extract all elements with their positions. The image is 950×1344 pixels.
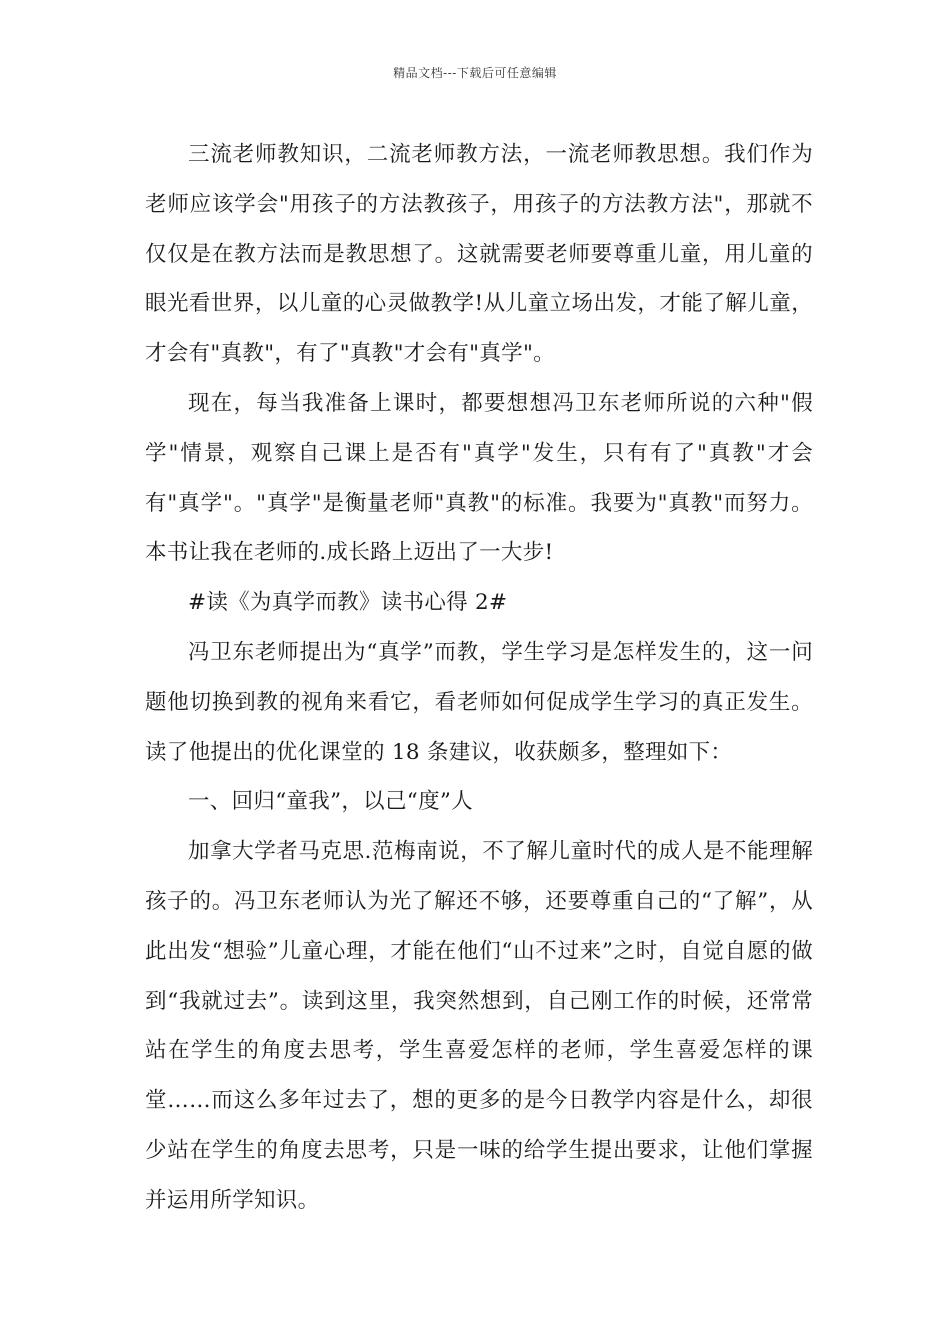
document-body — [145, 130, 813, 1226]
paragraph-class-preparation: 现在，每当我准备上课时，都要想想冯卫东老师所说的六种"假学"情景，观察自己课上是否有"真学"发生，只有有了"真教"才会有"真学"。"真学"是衡量老师"真教"的标准。我要为"真教"而努力。本书让我在老师的.成长路上迈出了一大步! — [145, 390, 813, 566]
paragraph-teaching-levels: 三流老师教知识，二流老师教方法，一流老师教思想。我们作为老师应该学会"用孩子的方法教孩子，用孩子的方法教方法"，那就不仅仅是在教方法而是教思想了。这就需要老师要尊重儿童，用儿童的眼光看世界，以儿童的心灵做教学!从儿童立场出发，才能了解儿童，才会有"真教"，有了"真教"才会有"真学"。 — [145, 142, 813, 367]
paragraph-true-learning: 冯卫东老师提出为“真学”而教，学生学习是怎样发生的，这一问题他切换到教的视角来看它，看老师如何促成学生学习的真正发生。读了他提出的优化课堂的 18 条建议，收获颇多，整理如下： — [145, 639, 813, 765]
section-heading-point-one: 一、回归“童我”，以己“度”人 — [188, 789, 473, 815]
page-header: 精品文档---下载后可任意编辑 — [393, 66, 557, 80]
paragraph-understanding-children: 加拿大学者马克思.范梅南说，不了解儿童时代的成人是不能理解孩子的。冯卫东老师认为光了解还不够，还要尊重自己的“了解”，从此出发“想验”儿童心理，才能在他们“山不过来”之时，自觉自愿的做到“我就过去”。读到这里，我突然想到，自己刚工作的时候，还常常站在学生的角度去思考，学生喜爱怎样的老师，学生喜爱怎样的课堂……而这么多年过去了，想的更多的是今日教学内容是什么，却很少站在学生的角度去思考，只是一味的给学生提出要求，让他们掌握并运用所学知识。 — [145, 839, 813, 1213]
section-heading-reading-notes: #读《为真学而教》读书心得 2# — [188, 590, 508, 616]
